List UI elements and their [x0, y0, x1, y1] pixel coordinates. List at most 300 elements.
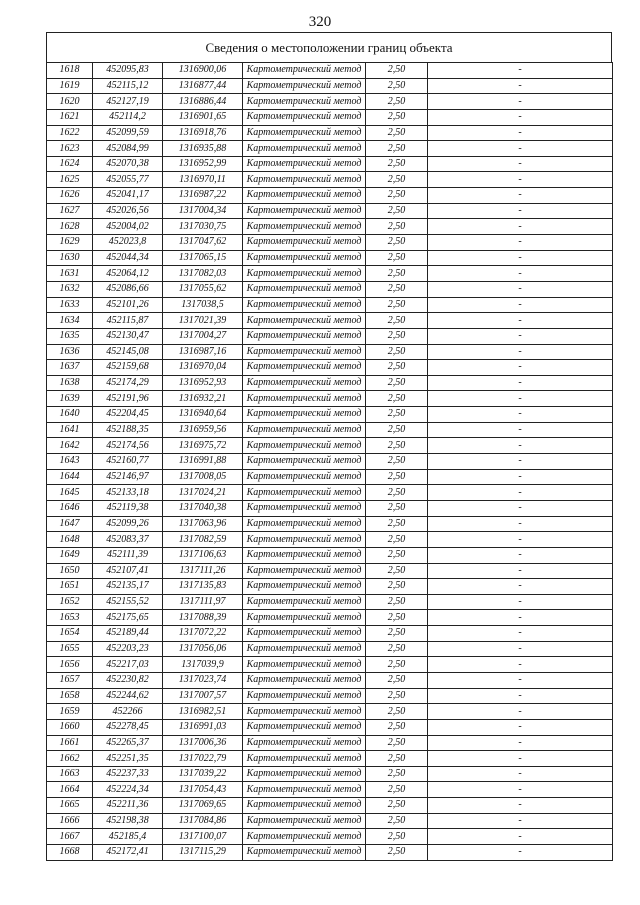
- y-coordinate-cell: 1317040,38: [163, 500, 243, 516]
- y-coordinate-cell: 1316900,06: [163, 63, 243, 79]
- accuracy-cell: 2,50: [366, 845, 428, 861]
- accuracy-cell: 2,50: [366, 610, 428, 626]
- x-coordinate-cell: 452115,12: [93, 78, 163, 94]
- method-cell: Картометрический метод: [243, 141, 366, 157]
- table-row: [47, 469, 613, 485]
- accuracy-cell: 2,50: [366, 141, 428, 157]
- method-cell: Картометрический метод: [243, 845, 366, 861]
- description-cell: -: [428, 360, 613, 376]
- point-number-cell: 1655: [47, 641, 93, 657]
- table-row: [47, 313, 613, 329]
- y-coordinate-cell: 1317039,22: [163, 766, 243, 782]
- point-number-cell: 1645: [47, 485, 93, 501]
- accuracy-cell: 2,50: [366, 579, 428, 595]
- table-row: [47, 610, 613, 626]
- description-cell: -: [428, 407, 613, 423]
- table-row: [47, 94, 613, 110]
- method-cell: Картометрический метод: [243, 672, 366, 688]
- x-coordinate-cell: 452175,65: [93, 610, 163, 626]
- y-coordinate-cell: 1317004,34: [163, 203, 243, 219]
- y-coordinate-cell: 1317063,96: [163, 516, 243, 532]
- table-row: [47, 500, 613, 516]
- x-coordinate-cell: 452101,26: [93, 297, 163, 313]
- method-cell: Картометрический метод: [243, 782, 366, 798]
- method-cell: Картометрический метод: [243, 313, 366, 329]
- method-cell: Картометрический метод: [243, 391, 366, 407]
- x-coordinate-cell: 452086,66: [93, 281, 163, 297]
- table-row: [47, 344, 613, 360]
- point-number-cell: 1660: [47, 719, 93, 735]
- y-coordinate-cell: 1316952,99: [163, 156, 243, 172]
- description-cell: -: [428, 141, 613, 157]
- y-coordinate-cell: 1317088,39: [163, 610, 243, 626]
- accuracy-cell: 2,50: [366, 454, 428, 470]
- y-coordinate-cell: 1317006,36: [163, 735, 243, 751]
- accuracy-cell: 2,50: [366, 188, 428, 204]
- method-cell: Картометрический метод: [243, 203, 366, 219]
- table-row: [47, 798, 613, 814]
- method-cell: Картометрический метод: [243, 469, 366, 485]
- point-number-cell: 1666: [47, 813, 93, 829]
- description-cell: -: [428, 266, 613, 282]
- x-coordinate-cell: 452130,47: [93, 328, 163, 344]
- accuracy-cell: 2,50: [366, 156, 428, 172]
- method-cell: Картометрический метод: [243, 375, 366, 391]
- point-number-cell: 1656: [47, 657, 93, 673]
- description-cell: -: [428, 547, 613, 563]
- table-row: [47, 328, 613, 344]
- accuracy-cell: 2,50: [366, 438, 428, 454]
- y-coordinate-cell: 1317023,74: [163, 672, 243, 688]
- method-cell: Картометрический метод: [243, 719, 366, 735]
- method-cell: Картометрический метод: [243, 516, 366, 532]
- accuracy-cell: 2,50: [366, 422, 428, 438]
- method-cell: Картометрический метод: [243, 109, 366, 125]
- method-cell: Картометрический метод: [243, 172, 366, 188]
- description-cell: -: [428, 610, 613, 626]
- description-cell: -: [428, 313, 613, 329]
- method-cell: Картометрический метод: [243, 563, 366, 579]
- method-cell: Картометрический метод: [243, 156, 366, 172]
- description-cell: -: [428, 688, 613, 704]
- accuracy-cell: 2,50: [366, 407, 428, 423]
- accuracy-cell: 2,50: [366, 360, 428, 376]
- description-cell: -: [428, 109, 613, 125]
- x-coordinate-cell: 452026,56: [93, 203, 163, 219]
- method-cell: Картометрический метод: [243, 500, 366, 516]
- point-number-cell: 1632: [47, 281, 93, 297]
- table-row: [47, 766, 613, 782]
- method-cell: Картометрический метод: [243, 454, 366, 470]
- point-number-cell: 1628: [47, 219, 93, 235]
- point-number-cell: 1646: [47, 500, 93, 516]
- table-row: [47, 657, 613, 673]
- accuracy-cell: 2,50: [366, 719, 428, 735]
- x-coordinate-cell: 452084,99: [93, 141, 163, 157]
- method-cell: Картометрический метод: [243, 579, 366, 595]
- table-row: [47, 641, 613, 657]
- accuracy-cell: 2,50: [366, 109, 428, 125]
- x-coordinate-cell: 452251,35: [93, 751, 163, 767]
- y-coordinate-cell: 1316932,21: [163, 391, 243, 407]
- point-number-cell: 1662: [47, 751, 93, 767]
- accuracy-cell: 2,50: [366, 281, 428, 297]
- x-coordinate-cell: 452114,2: [93, 109, 163, 125]
- accuracy-cell: 2,50: [366, 125, 428, 141]
- description-cell: -: [428, 626, 613, 642]
- x-coordinate-cell: 452189,44: [93, 626, 163, 642]
- y-coordinate-cell: 1317084,86: [163, 813, 243, 829]
- table-row: [47, 266, 613, 282]
- y-coordinate-cell: 1316987,22: [163, 188, 243, 204]
- accuracy-cell: 2,50: [366, 672, 428, 688]
- accuracy-cell: 2,50: [366, 94, 428, 110]
- y-coordinate-cell: 1316901,65: [163, 109, 243, 125]
- y-coordinate-cell: 1316952,93: [163, 375, 243, 391]
- y-coordinate-cell: 1316987,16: [163, 344, 243, 360]
- method-cell: Картометрический метод: [243, 594, 366, 610]
- x-coordinate-cell: 452145,08: [93, 344, 163, 360]
- x-coordinate-cell: 452191,96: [93, 391, 163, 407]
- method-cell: Картометрический метод: [243, 297, 366, 313]
- y-coordinate-cell: 1317007,57: [163, 688, 243, 704]
- x-coordinate-cell: 452095,83: [93, 63, 163, 79]
- table-row: [47, 626, 613, 642]
- point-number-cell: 1658: [47, 688, 93, 704]
- method-cell: Картометрический метод: [243, 688, 366, 704]
- x-coordinate-cell: 452160,77: [93, 454, 163, 470]
- x-coordinate-cell: 452155,52: [93, 594, 163, 610]
- table-row: [47, 829, 613, 845]
- y-coordinate-cell: 1317072,22: [163, 626, 243, 642]
- accuracy-cell: 2,50: [366, 516, 428, 532]
- description-cell: -: [428, 375, 613, 391]
- accuracy-cell: 2,50: [366, 626, 428, 642]
- description-cell: -: [428, 829, 613, 845]
- description-cell: -: [428, 235, 613, 251]
- point-number-cell: 1636: [47, 344, 93, 360]
- point-number-cell: 1634: [47, 313, 93, 329]
- x-coordinate-cell: 452044,34: [93, 250, 163, 266]
- point-number-cell: 1631: [47, 266, 93, 282]
- table-row: [47, 672, 613, 688]
- description-cell: -: [428, 532, 613, 548]
- method-cell: Картометрический метод: [243, 407, 366, 423]
- accuracy-cell: 2,50: [366, 766, 428, 782]
- accuracy-cell: 2,50: [366, 63, 428, 79]
- y-coordinate-cell: 1317030,75: [163, 219, 243, 235]
- description-cell: -: [428, 485, 613, 501]
- method-cell: Картометрический метод: [243, 547, 366, 563]
- point-number-cell: 1651: [47, 579, 93, 595]
- point-number-cell: 1657: [47, 672, 93, 688]
- y-coordinate-cell: 1316959,56: [163, 422, 243, 438]
- method-cell: Картометрический метод: [243, 766, 366, 782]
- table-row: [47, 845, 613, 861]
- description-cell: -: [428, 422, 613, 438]
- x-coordinate-cell: 452230,82: [93, 672, 163, 688]
- description-cell: -: [428, 125, 613, 141]
- y-coordinate-cell: 1317135,83: [163, 579, 243, 595]
- y-coordinate-cell: 1317055,62: [163, 281, 243, 297]
- point-number-cell: 1638: [47, 375, 93, 391]
- table-row: [47, 250, 613, 266]
- x-coordinate-cell: 452224,34: [93, 782, 163, 798]
- description-cell: -: [428, 813, 613, 829]
- x-coordinate-cell: 452099,59: [93, 125, 163, 141]
- y-coordinate-cell: 1316991,88: [163, 454, 243, 470]
- y-coordinate-cell: 1317024,21: [163, 485, 243, 501]
- table-row: [47, 141, 613, 157]
- y-coordinate-cell: 1317082,59: [163, 532, 243, 548]
- method-cell: Картометрический метод: [243, 813, 366, 829]
- accuracy-cell: 2,50: [366, 203, 428, 219]
- accuracy-cell: 2,50: [366, 235, 428, 251]
- x-coordinate-cell: 452127,19: [93, 94, 163, 110]
- accuracy-cell: 2,50: [366, 391, 428, 407]
- x-coordinate-cell: 452135,17: [93, 579, 163, 595]
- method-cell: Картометрический метод: [243, 798, 366, 814]
- table-row: [47, 751, 613, 767]
- y-coordinate-cell: 1316877,44: [163, 78, 243, 94]
- x-coordinate-cell: 452237,33: [93, 766, 163, 782]
- accuracy-cell: 2,50: [366, 375, 428, 391]
- point-number-cell: 1665: [47, 798, 93, 814]
- point-number-cell: 1668: [47, 845, 93, 861]
- description-cell: -: [428, 172, 613, 188]
- x-coordinate-cell: 452174,56: [93, 438, 163, 454]
- x-coordinate-cell: 452159,68: [93, 360, 163, 376]
- method-cell: Картометрический метод: [243, 219, 366, 235]
- x-coordinate-cell: 452188,35: [93, 422, 163, 438]
- x-coordinate-cell: 452146,97: [93, 469, 163, 485]
- accuracy-cell: 2,50: [366, 328, 428, 344]
- y-coordinate-cell: 1317039,9: [163, 657, 243, 673]
- table-row: [47, 109, 613, 125]
- point-number-cell: 1620: [47, 94, 93, 110]
- description-cell: -: [428, 328, 613, 344]
- method-cell: Картометрический метод: [243, 188, 366, 204]
- x-coordinate-cell: 452041,17: [93, 188, 163, 204]
- y-coordinate-cell: 1317111,26: [163, 563, 243, 579]
- method-cell: Картометрический метод: [243, 704, 366, 720]
- method-cell: Картометрический метод: [243, 250, 366, 266]
- description-cell: -: [428, 281, 613, 297]
- point-number-cell: 1621: [47, 109, 93, 125]
- accuracy-cell: 2,50: [366, 735, 428, 751]
- table-body: [47, 63, 613, 861]
- y-coordinate-cell: 1317022,79: [163, 751, 243, 767]
- description-cell: -: [428, 391, 613, 407]
- y-coordinate-cell: 1317111,97: [163, 594, 243, 610]
- table-row: [47, 219, 613, 235]
- point-number-cell: 1629: [47, 235, 93, 251]
- description-cell: -: [428, 766, 613, 782]
- y-coordinate-cell: 1316982,51: [163, 704, 243, 720]
- table-row: [47, 156, 613, 172]
- point-number-cell: 1635: [47, 328, 93, 344]
- point-number-cell: 1659: [47, 704, 93, 720]
- point-number-cell: 1640: [47, 407, 93, 423]
- x-coordinate-cell: 452133,18: [93, 485, 163, 501]
- method-cell: Картометрический метод: [243, 485, 366, 501]
- description-cell: -: [428, 516, 613, 532]
- boundary-points-table: [46, 62, 613, 861]
- point-number-cell: 1624: [47, 156, 93, 172]
- description-cell: -: [428, 500, 613, 516]
- table-row: [47, 594, 613, 610]
- y-coordinate-cell: 1317056,06: [163, 641, 243, 657]
- table-row: [47, 63, 613, 79]
- description-cell: -: [428, 657, 613, 673]
- point-number-cell: 1654: [47, 626, 93, 642]
- description-cell: -: [428, 438, 613, 454]
- table-row: [47, 782, 613, 798]
- table-row: [47, 704, 613, 720]
- description-cell: -: [428, 798, 613, 814]
- y-coordinate-cell: 1317069,65: [163, 798, 243, 814]
- x-coordinate-cell: 452174,29: [93, 375, 163, 391]
- x-coordinate-cell: 452244,62: [93, 688, 163, 704]
- accuracy-cell: 2,50: [366, 219, 428, 235]
- description-cell: -: [428, 594, 613, 610]
- x-coordinate-cell: 452211,36: [93, 798, 163, 814]
- method-cell: Картометрический метод: [243, 125, 366, 141]
- method-cell: Картометрический метод: [243, 626, 366, 642]
- point-number-cell: 1664: [47, 782, 93, 798]
- accuracy-cell: 2,50: [366, 641, 428, 657]
- point-number-cell: 1641: [47, 422, 93, 438]
- boundary-table-sheet: [46, 32, 612, 861]
- table-row: [47, 438, 613, 454]
- description-cell: -: [428, 219, 613, 235]
- table-row: [47, 422, 613, 438]
- point-number-cell: 1661: [47, 735, 93, 751]
- y-coordinate-cell: 1317054,43: [163, 782, 243, 798]
- y-coordinate-cell: 1317115,29: [163, 845, 243, 861]
- description-cell: -: [428, 641, 613, 657]
- method-cell: Картометрический метод: [243, 63, 366, 79]
- method-cell: Картометрический метод: [243, 328, 366, 344]
- description-cell: -: [428, 845, 613, 861]
- x-coordinate-cell: 452064,12: [93, 266, 163, 282]
- table-row: [47, 688, 613, 704]
- accuracy-cell: 2,50: [366, 813, 428, 829]
- accuracy-cell: 2,50: [366, 485, 428, 501]
- method-cell: Картометрический метод: [243, 344, 366, 360]
- y-coordinate-cell: 1317106,63: [163, 547, 243, 563]
- y-coordinate-cell: 1316975,72: [163, 438, 243, 454]
- point-number-cell: 1642: [47, 438, 93, 454]
- method-cell: Картометрический метод: [243, 532, 366, 548]
- point-number-cell: 1648: [47, 532, 93, 548]
- point-number-cell: 1650: [47, 563, 93, 579]
- accuracy-cell: 2,50: [366, 266, 428, 282]
- description-cell: -: [428, 719, 613, 735]
- point-number-cell: 1647: [47, 516, 93, 532]
- accuracy-cell: 2,50: [366, 798, 428, 814]
- accuracy-cell: 2,50: [366, 500, 428, 516]
- point-number-cell: 1649: [47, 547, 93, 563]
- table-row: [47, 719, 613, 735]
- y-coordinate-cell: 1317082,03: [163, 266, 243, 282]
- x-coordinate-cell: 452055,77: [93, 172, 163, 188]
- page-number: 320: [308, 14, 332, 30]
- y-coordinate-cell: 1317008,05: [163, 469, 243, 485]
- y-coordinate-cell: 1316970,11: [163, 172, 243, 188]
- table-row: [47, 78, 613, 94]
- x-coordinate-cell: 452185,4: [93, 829, 163, 845]
- x-coordinate-cell: 452107,41: [93, 563, 163, 579]
- table-row: [47, 516, 613, 532]
- description-cell: -: [428, 63, 613, 79]
- table-row: [47, 532, 613, 548]
- y-coordinate-cell: 1316991,03: [163, 719, 243, 735]
- point-number-cell: 1667: [47, 829, 93, 845]
- accuracy-cell: 2,50: [366, 704, 428, 720]
- x-coordinate-cell: 452099,26: [93, 516, 163, 532]
- description-cell: -: [428, 735, 613, 751]
- table-row: [47, 125, 613, 141]
- x-coordinate-cell: 452265,37: [93, 735, 163, 751]
- table-row: [47, 454, 613, 470]
- x-coordinate-cell: 452111,39: [93, 547, 163, 563]
- accuracy-cell: 2,50: [366, 78, 428, 94]
- method-cell: Картометрический метод: [243, 360, 366, 376]
- table-row: [47, 360, 613, 376]
- accuracy-cell: 2,50: [366, 829, 428, 845]
- y-coordinate-cell: 1317047,62: [163, 235, 243, 251]
- y-coordinate-cell: 1317021,39: [163, 313, 243, 329]
- y-coordinate-cell: 1317100,07: [163, 829, 243, 845]
- method-cell: Картометрический метод: [243, 610, 366, 626]
- x-coordinate-cell: 452083,37: [93, 532, 163, 548]
- point-number-cell: 1643: [47, 454, 93, 470]
- method-cell: Картометрический метод: [243, 78, 366, 94]
- table-row: [47, 547, 613, 563]
- point-number-cell: 1637: [47, 360, 93, 376]
- description-cell: -: [428, 672, 613, 688]
- point-number-cell: 1619: [47, 78, 93, 94]
- method-cell: Картометрический метод: [243, 281, 366, 297]
- x-coordinate-cell: 452070,38: [93, 156, 163, 172]
- y-coordinate-cell: 1317038,5: [163, 297, 243, 313]
- description-cell: -: [428, 579, 613, 595]
- table-row: [47, 407, 613, 423]
- description-cell: -: [428, 94, 613, 110]
- table-row: [47, 563, 613, 579]
- y-coordinate-cell: 1316940,64: [163, 407, 243, 423]
- table-row: [47, 172, 613, 188]
- description-cell: -: [428, 188, 613, 204]
- table-row: [47, 203, 613, 219]
- point-number-cell: 1623: [47, 141, 93, 157]
- table-row: [47, 188, 613, 204]
- accuracy-cell: 2,50: [366, 657, 428, 673]
- y-coordinate-cell: 1316918,76: [163, 125, 243, 141]
- accuracy-cell: 2,50: [366, 344, 428, 360]
- point-number-cell: 1625: [47, 172, 93, 188]
- method-cell: Картометрический метод: [243, 641, 366, 657]
- point-number-cell: 1663: [47, 766, 93, 782]
- description-cell: -: [428, 297, 613, 313]
- table-row: [47, 391, 613, 407]
- y-coordinate-cell: 1316935,88: [163, 141, 243, 157]
- accuracy-cell: 2,50: [366, 297, 428, 313]
- point-number-cell: 1618: [47, 63, 93, 79]
- point-number-cell: 1644: [47, 469, 93, 485]
- method-cell: Картометрический метод: [243, 438, 366, 454]
